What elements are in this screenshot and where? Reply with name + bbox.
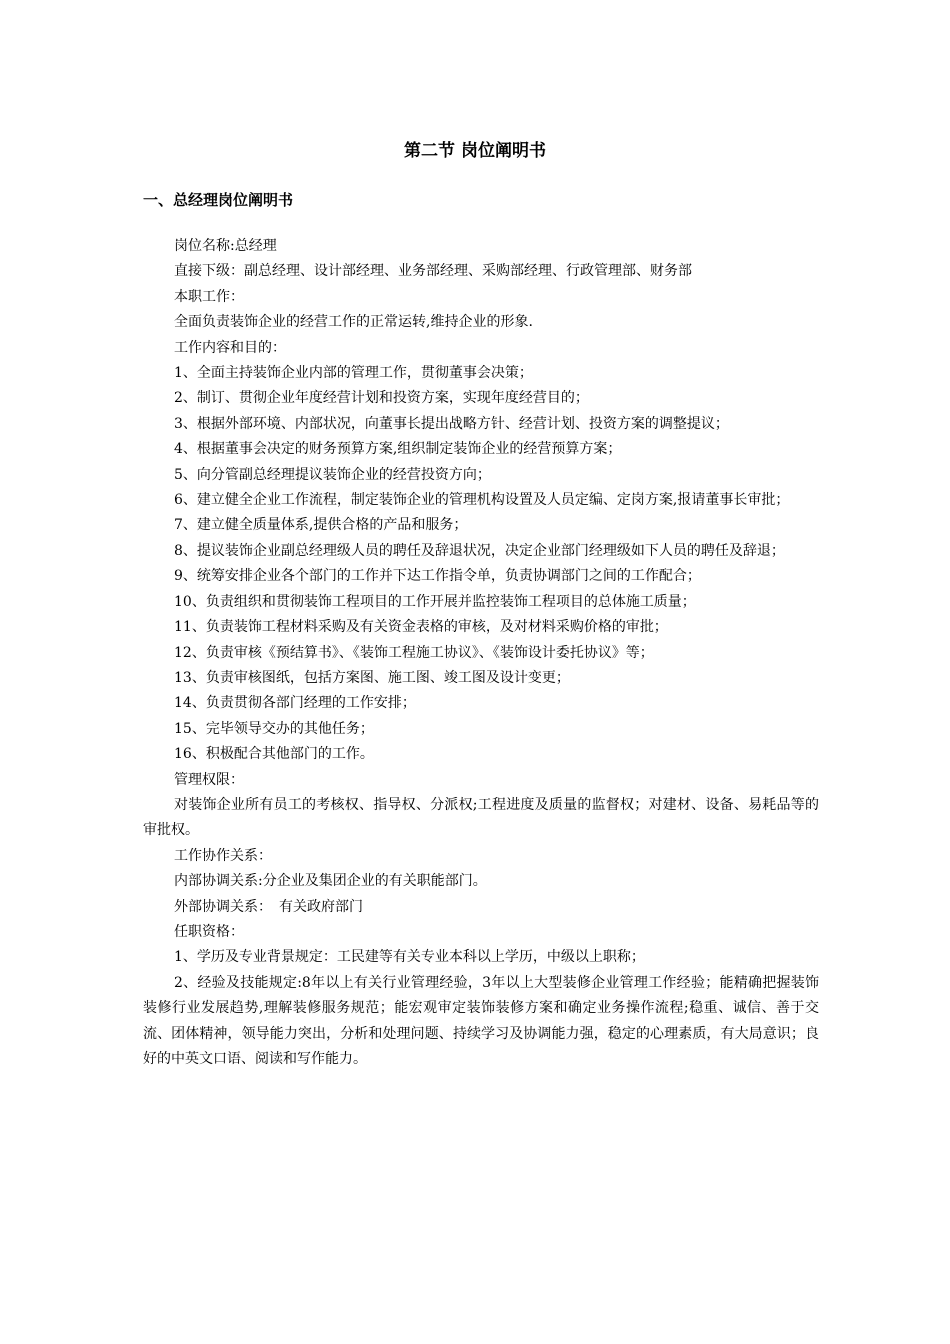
paragraph-authority: 对装饰企业所有员工的考核权、指导权、分派权;工程进度及质量的监督权；对建材、设备、易耗品等的审批权。 <box>143 796 819 839</box>
paragraph-item-10: 10、负责组织和贯彻装饰工程项目的工作开展并监控装饰工程项目的总体施工质量； <box>174 593 696 610</box>
paragraph-item-6: 6、建立健全企业工作流程，制定装饰企业的管理机构设置及人员定编、定岗方案,报请董事长审批； <box>174 492 790 509</box>
paragraph-item-7: 7、建立健全质量体系,提供合格的产品和服务； <box>174 517 468 534</box>
paragraph-qualification-2: 2、经验及技能规定:8年以上有关行业管理经验，3年以上大型装修企业管理工作经验；能精确把握装饰装修行业发展趋势,理解装修服务规范；能宏观审定装饰装修方案和确定业务操作流程;稳重、诚信、善于交流、团体精神，领导能力突出，分析和处理问题、持续学习及协调能力强，稳定的心理素质，有大局意识；良好的中英文口语、阅读和写作能力。 <box>143 974 819 1067</box>
paragraph-item-2: 2、制订、贯彻企业年度经营计划和投资方案，实现年度经营目的； <box>174 390 589 407</box>
paragraph-item-13: 13、负责审核图纸，包括方案图、施工图、竣工图及设计变更； <box>174 669 570 686</box>
paragraph-cooperation-label: 工作协作关系： <box>174 847 272 864</box>
paragraph-external-coordination: 外部协调关系： 有关政府部门 <box>174 898 363 915</box>
paragraph-item-14: 14、负责贯彻各部门经理的工作安排； <box>174 695 416 712</box>
paragraph-item-5: 5、向分管副总经理提议装饰企业的经营投资方向； <box>174 466 491 483</box>
paragraph-work-content-label: 工作内容和目的： <box>174 339 286 356</box>
paragraph-position-name: 岗位名称:总经理 <box>174 238 277 254</box>
paragraph-item-11: 11、负责装饰工程材料采购及有关资金表格的审核，及对材料采购价格的审批； <box>174 619 668 636</box>
paragraph-duty-label: 本职工作： <box>174 288 244 305</box>
paragraph-qualification-label: 任职资格： <box>174 923 244 940</box>
paragraph-item-15: 15、完毕领导交办的其他任务； <box>174 720 374 737</box>
paragraph-duty: 全面负责装饰企业的经营工作的正常运转,维持企业的形象. <box>174 314 533 331</box>
section-heading: 一、总经理岗位阐明书 <box>143 191 294 209</box>
document-body <box>143 234 819 1072</box>
paragraph-item-8: 8、提议装饰企业副总经理级人员的聘任及辞退状况，决定企业部门经理级如下人员的聘任及辞退； <box>174 542 785 559</box>
paragraph-internal-coordination: 内部协调关系:分企业及集团企业的有关职能部门。 <box>174 873 487 890</box>
paragraph-qualification-1: 1、学历及专业背景规定：工民建等有关专业本科以上学历，中级以上职称； <box>174 949 645 966</box>
paragraph-subordinates: 直接下级：副总经理、设计部经理、业务部经理、采购部经理、行政管理部、财务部 <box>174 263 692 280</box>
paragraph-item-9: 9、统筹安排企业各个部门的工作并下达工作指令单，负责协调部门之间的工作配合； <box>174 568 701 585</box>
paragraph-item-4: 4、根据董事会决定的财务预算方案,组织制定装饰企业的经营预算方案； <box>174 441 622 458</box>
document-title: 第二节 岗位阐明书 <box>404 141 546 161</box>
paragraph-item-3: 3、根据外部环境、内部状况，向董事长提出战略方针、经营计划、投资方案的调整提议； <box>174 415 729 432</box>
paragraph-authority-label: 管理权限： <box>174 771 244 788</box>
paragraph-item-1: 1、全面主持装饰企业内部的管理工作，贯彻董事会决策； <box>174 365 533 382</box>
paragraph-item-16: 16、积极配合其他部门的工作。 <box>174 746 374 763</box>
paragraph-item-12: 12、负责审核《预结算书》、《装饰工程施工协议》、《装饰设计委托协议》等； <box>174 644 654 661</box>
